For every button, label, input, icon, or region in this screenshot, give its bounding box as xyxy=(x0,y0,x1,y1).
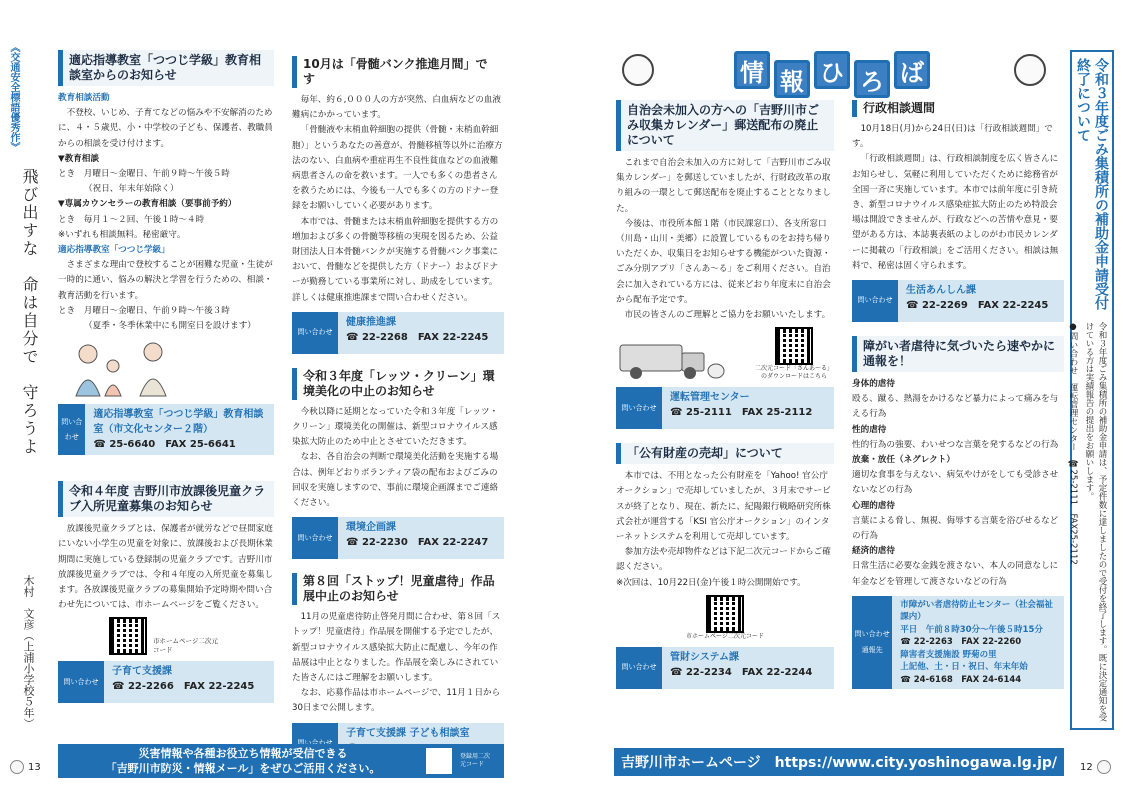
contact-phone: ☎ 24-6168 FAX 24-6144 xyxy=(900,674,1022,685)
contact-label: 問い合わせ xyxy=(616,647,662,689)
header-char: 情 xyxy=(734,51,770,89)
paragraph: 今秋以降に延期となっていた令和３年度「レッツ・クリーン」環境美化の開催は、新型コロナウイルス感染拡大防止のため中止とさせていただきます。 xyxy=(292,406,499,448)
qr-caption: 市ホームページ二次元コード xyxy=(686,632,764,640)
paragraph: 本市では、不用となった公有財産を「Yahoo! 官公庁オークション」で売却していましたが、３月末でサービスが終了となり、現在、新たに、紀陽銀行戦略研究所株式会社が運営する「KSI 官公庁オークション」のインターネットシステムを利用して売却しています。 xyxy=(616,471,831,543)
contact-label: 問い合わせ xyxy=(292,517,338,559)
contact-body xyxy=(338,517,496,559)
header-char: 報 xyxy=(774,60,810,98)
header-char: ば xyxy=(894,51,930,89)
info-line: ※いずれも相談無料。秘密厳守。 xyxy=(58,229,186,240)
page-number-block xyxy=(10,760,41,774)
contact-name: 障害者支援施設 野菊の里 xyxy=(900,649,997,660)
paragraph: 毎年、約６,０００人の方が突然、白血病などの血液難病にかかっています。 xyxy=(292,95,501,121)
paragraph: 「行政相談週間」は、行政相談制度を広く皆さんにお知らせし、気軽に利用していただくために総務省が全国一斉に実施しています。本市では前年度に引き続き、新型コロナウイルス感染症拡大防止のため特設会場は開設できませんが、行政などへの苦情や意見・要望がある方は、本誌裏表紙のよしのがわ市民カレンダーに掲載の「行政相談」をご活用ください。相談は無料で、秘密は固く守られます。 xyxy=(852,154,1059,271)
sub-heading: 性的虐待 xyxy=(852,424,887,435)
side-notice xyxy=(1070,50,1114,730)
contact-phone: ☎ 22-2269 FAX 22-2245 xyxy=(906,300,1049,312)
page-header xyxy=(622,42,1046,98)
contact-body xyxy=(104,661,262,703)
contact-phone: ☎ 22-2266 FAX 22-2245 xyxy=(112,681,255,693)
contact-box xyxy=(852,280,1064,322)
contact-label: 問い合わせ xyxy=(616,387,662,429)
paragraph: 言葉による脅し、無視、侮辱する言葉を浴びせるなどの行為 xyxy=(852,515,1059,542)
contact-name: 適応指導教室「つつじ学級」教育相談室（市文化センター２階） xyxy=(93,409,264,436)
contact-name: 管財システム課 xyxy=(670,651,739,663)
contact-name: 環境企画課 xyxy=(346,522,396,534)
contact-phone: ☎ 22-2263 FAX 22-2260 xyxy=(900,637,1022,648)
mascot-icon xyxy=(10,760,24,774)
side-title: 令和３年度ごみ集積所の補助金申請受付終了について xyxy=(1075,58,1109,310)
paragraph: 適切な食事を与えない、病気やけがをしても受診させないなどの行為 xyxy=(852,470,1059,496)
contact-box xyxy=(852,596,1064,690)
contact-label: 問い合わせ xyxy=(292,312,338,354)
footer-line: 災害情報や各種お役立ち情報が受信できる xyxy=(138,747,348,760)
contact-hours: 上記他、土・日・祝日、年末年始 xyxy=(900,662,1028,673)
paragraph: 本市では、骨髄または末梢血幹細胞を提供する方の増加および多くの骨髄等移植の実現を図るため、公益財団法人日本骨髄バンクが実施する骨髄バンク事業において、骨髄などを提供した方（ドナー）およびドナーが勤務している事業所に対し、助成をしています。詳しくは健康推進課まで問い合わせください。 xyxy=(292,216,499,303)
contact-box xyxy=(292,312,504,354)
qr-block xyxy=(616,595,834,641)
qr-caption: 登録用二次元コード xyxy=(460,753,491,768)
paragraph: 11月の児童虐待防止啓発月間に合わせ、第８回「ストップ！児童虐待」作品展を開催する予定でしたが、新型コロナウイルス感染拡大防止に配慮し、今年の作品展は中止となりました。作品展を楽しみにされていた皆さんにはご理解をお願いします。 xyxy=(292,612,501,684)
paragraph: さまざまな理由で登校することが困難な児童・生徒が一時的に通い、悩みの解決と学習を行うための、相談・教育活動を行います。 xyxy=(58,260,273,301)
paragraph: 殴る、蹴る、熱湯をかけるなど暴力によって痛みを与える行為 xyxy=(852,394,1059,420)
qr-block xyxy=(754,327,834,381)
contact-name: 市障がい者虐待防止センター（社会福祉課内） xyxy=(900,599,1053,623)
contact-label: 問い合わせ xyxy=(852,280,898,322)
paragraph: これまで自治会未加入の方に対して「吉野川市ごみ収集カレンダー」を郵送していましたが、行財政改革の取り組みの一環として郵送配布を廃止することとなりました。 xyxy=(616,158,831,214)
qr-code-icon xyxy=(706,595,744,633)
paragraph: 市民の皆さんのご理解とご協力をお願いいたします。 xyxy=(624,310,831,321)
illustration-row xyxy=(616,327,834,381)
page-number-block xyxy=(1080,760,1111,774)
section-title: 令和３年度「レッツ・クリーン」環境美化の中止のお知らせ xyxy=(292,368,504,400)
mascot-icon xyxy=(1097,760,1111,774)
sub-heading: 教育相談活動 xyxy=(58,93,110,103)
section-title: 行政相談週間 xyxy=(852,100,1064,117)
column-1 xyxy=(616,100,834,689)
left-page xyxy=(0,0,560,794)
paragraph: なお、各自治会の判断で環境美化活動を実施する場合は、例年どおりボランティア袋の配布およびごみの回収を実施しますので、事前に環境企画課までご連絡ください。 xyxy=(292,452,499,509)
qr-caption: 市ホームページ二次元コード xyxy=(153,637,218,655)
header-char: ひ xyxy=(814,51,850,89)
section-title: 適応指導教室「つつじ学級」教育相談室からのお知らせ xyxy=(58,50,274,86)
qr-caption: 二次元コード「さんあ～る」のダウンロードはこちら xyxy=(754,365,833,381)
contact-label: 問い合わせ xyxy=(58,661,104,703)
contact-label: 問い合わせ通報先 xyxy=(852,596,892,690)
slogan-text: 飛び出すな 命は自分で 守ろうよ xyxy=(20,168,39,456)
section-title: 障がい者虐待に気づいたら速やかに通報を！ xyxy=(852,336,1064,372)
contact-label: 問い合わせ xyxy=(58,404,85,455)
contact-phone: ☎ 22-2234 FAX 22-2244 xyxy=(670,666,813,678)
contact-name: 生活あんしん課 xyxy=(906,285,976,297)
paragraph: 今後は、市役所本館１階（市民課窓口）、各支所窓口（川島・山川・美郷）に設置しているものをお持ち帰りいただくか、収集日をお知らせする機能がついた資源・ごみ分別アプリ「さんあ～る」をご利用ください。自治会に加入されている方には、従来どおり年度末に自治会から配布予定です。 xyxy=(616,218,831,305)
contact-box xyxy=(616,647,834,689)
contact-name: 子育て支援課 子ども相談室 xyxy=(346,727,470,739)
footer-line: 「吉野川市防災・情報メール」をぜひご活用ください。 xyxy=(105,762,381,775)
sub-heading: 放棄・放任（ネグレクト） xyxy=(852,455,955,466)
contact-hours: 平日 午前８時30分～午後５時15分 xyxy=(900,624,1043,635)
people-illustration-icon xyxy=(58,336,178,398)
contact-name: 子育て支援課 xyxy=(112,666,172,678)
column-2 xyxy=(292,56,504,765)
contact-name: 健康推進課 xyxy=(346,316,396,328)
paragraph: なお、応募作品は市ホームページで、11月１日から30日まで公開します。 xyxy=(292,688,501,714)
paragraph: 不登校、いじめ、子育てなどの悩みや不安解消のために、４・５歳児、小・中学校の子ども、保護者、教職員からの相談を受け付けます。 xyxy=(58,108,273,149)
right-page xyxy=(562,0,1123,794)
page-number: 13 xyxy=(28,761,41,773)
contact-phone: ☎ 22-2268 FAX 22-2245 xyxy=(346,331,489,343)
contact-phone: ☎ 25-2111 FAX 25-2112 xyxy=(670,407,813,419)
garbage-truck-icon xyxy=(616,337,726,381)
side-body: 令和３年度ごみ集積所の補助金申請は、予定件数に達しましたので受付を終了します。既に決定通知を受けている方は実績報告の提出をお願いします。 xyxy=(1084,322,1107,722)
info-line: とき 毎月１～２回、午後１時～４時 xyxy=(58,214,205,225)
contact-box xyxy=(58,661,274,703)
counseling-illustration xyxy=(58,336,274,398)
contact-name: 運転管理センター xyxy=(670,392,750,404)
paragraph: 放課後児童クラブとは、保護者が就労などで昼間家庭にいない小学生の児童を対象に、放課後および長期休業期間に実施している登録制の児童クラブです。吉野川市放課後児童クラブでは、令和４年度の入所児童を募集します。各放課後児童クラブの募集開始予定時期や問い合わせ先については、市ホームページをご覧ください。 xyxy=(58,524,274,611)
contact-box xyxy=(616,387,834,429)
footer-banner xyxy=(58,744,504,778)
contact-body xyxy=(662,647,820,689)
info-line: とき 月曜日～金曜日、午前９時～午後３時 xyxy=(58,305,230,316)
qr-code-icon xyxy=(775,327,813,365)
column-2 xyxy=(852,100,1064,689)
paragraph: 10月18日(月)から24日(日)は「行政相談週間」です。 xyxy=(852,124,1053,150)
section-title: 自治会未加入の方への「吉野川市ごみ収集カレンダー」郵送配布の廃止について xyxy=(616,100,834,151)
side-contact: ●問い合わせ 運転管理センター ☎25-2111 FAX25-2112 xyxy=(1068,322,1078,565)
paragraph: 「骨髄液や末梢血幹細胞の提供（骨髄・末梢血幹細胞）」というあなたの善意が、骨髄移植等以外に治療方法のない、白血病や重症再生不良性貧血などの血液難病患者さんの命を救います。一人でも多くの患者さんを救うためには、今後も一人でも多くの方のドナー登録をお願いしていく必要があります。 xyxy=(292,125,503,212)
slogan-author: 木村 文彦（上浦小学校５年） xyxy=(22,575,35,729)
section-title: 「公有財産の売却」について xyxy=(616,443,834,464)
sub-heading: 心理的虐待 xyxy=(852,500,895,511)
header-char: ろ xyxy=(854,60,890,98)
mascot-icon xyxy=(622,54,654,86)
info-line: （祝日、年末年始除く） xyxy=(84,184,179,195)
contact-body xyxy=(892,596,1064,690)
sub-heading: 適応指導教室「つつじ学級」 xyxy=(58,245,170,256)
contact-phone: ☎ 22-2230 FAX 22-2247 xyxy=(346,537,489,549)
sub-heading: ▼専属カウンセラーの教育相談（要事前予約） xyxy=(58,199,237,210)
sub-heading: 経済的虐待 xyxy=(852,546,895,557)
paragraph: 性的行為の強要、わいせつな言葉を発するなどの行為 xyxy=(852,439,1059,450)
column-1 xyxy=(58,50,274,703)
contact-box xyxy=(292,517,504,559)
contact-body xyxy=(338,312,496,354)
qr-code-icon xyxy=(109,617,147,655)
paragraph: ※次回は、10月22日(金)午後１時公開開始です。 xyxy=(616,577,806,588)
info-line: （夏季・冬季休業中にも開室日を設けます） xyxy=(84,321,256,332)
contact-body xyxy=(85,404,274,455)
section-title: 令和４年度 吉野川市放課後児童クラブ入所児童募集のお知らせ xyxy=(58,481,274,517)
contact-body xyxy=(898,280,1056,322)
contact-body xyxy=(662,387,820,429)
homepage-banner[interactable]: 吉野川市ホームページ https://www.city.yoshinogawa.lg.jp/ xyxy=(614,748,1064,776)
qr-code-icon xyxy=(426,748,452,774)
contact-phone: ☎ 25-6640 FAX 25-6641 xyxy=(93,439,236,451)
mascot-icon xyxy=(1014,54,1046,86)
page-number: 12 xyxy=(1080,761,1093,773)
contact-box xyxy=(58,404,274,455)
paragraph: 日常生活に必要な金銭を渡さない、本人の同意なしに年金などを管理して渡さないなどの行為 xyxy=(852,561,1059,587)
slogan-caption: 《交通安全標語優秀作》 xyxy=(8,42,19,152)
section-title: 10月は「骨髄バンク推進月間」です xyxy=(292,56,504,88)
paragraph: 参加方法や売却物件などは下記二次元コードからご確認ください。 xyxy=(616,547,831,573)
sub-heading: ▼教育相談 xyxy=(58,153,99,164)
qr-block xyxy=(58,617,274,655)
info-line: とき 月曜日～金曜日、午前９時～午後５時 xyxy=(58,169,230,180)
footer-text xyxy=(68,746,418,776)
section-title: 第８回「ストップ！児童虐待」作品展中止のお知らせ xyxy=(292,573,504,605)
sub-heading: 身体的虐待 xyxy=(852,379,895,390)
side-body-wrap xyxy=(1068,322,1108,722)
